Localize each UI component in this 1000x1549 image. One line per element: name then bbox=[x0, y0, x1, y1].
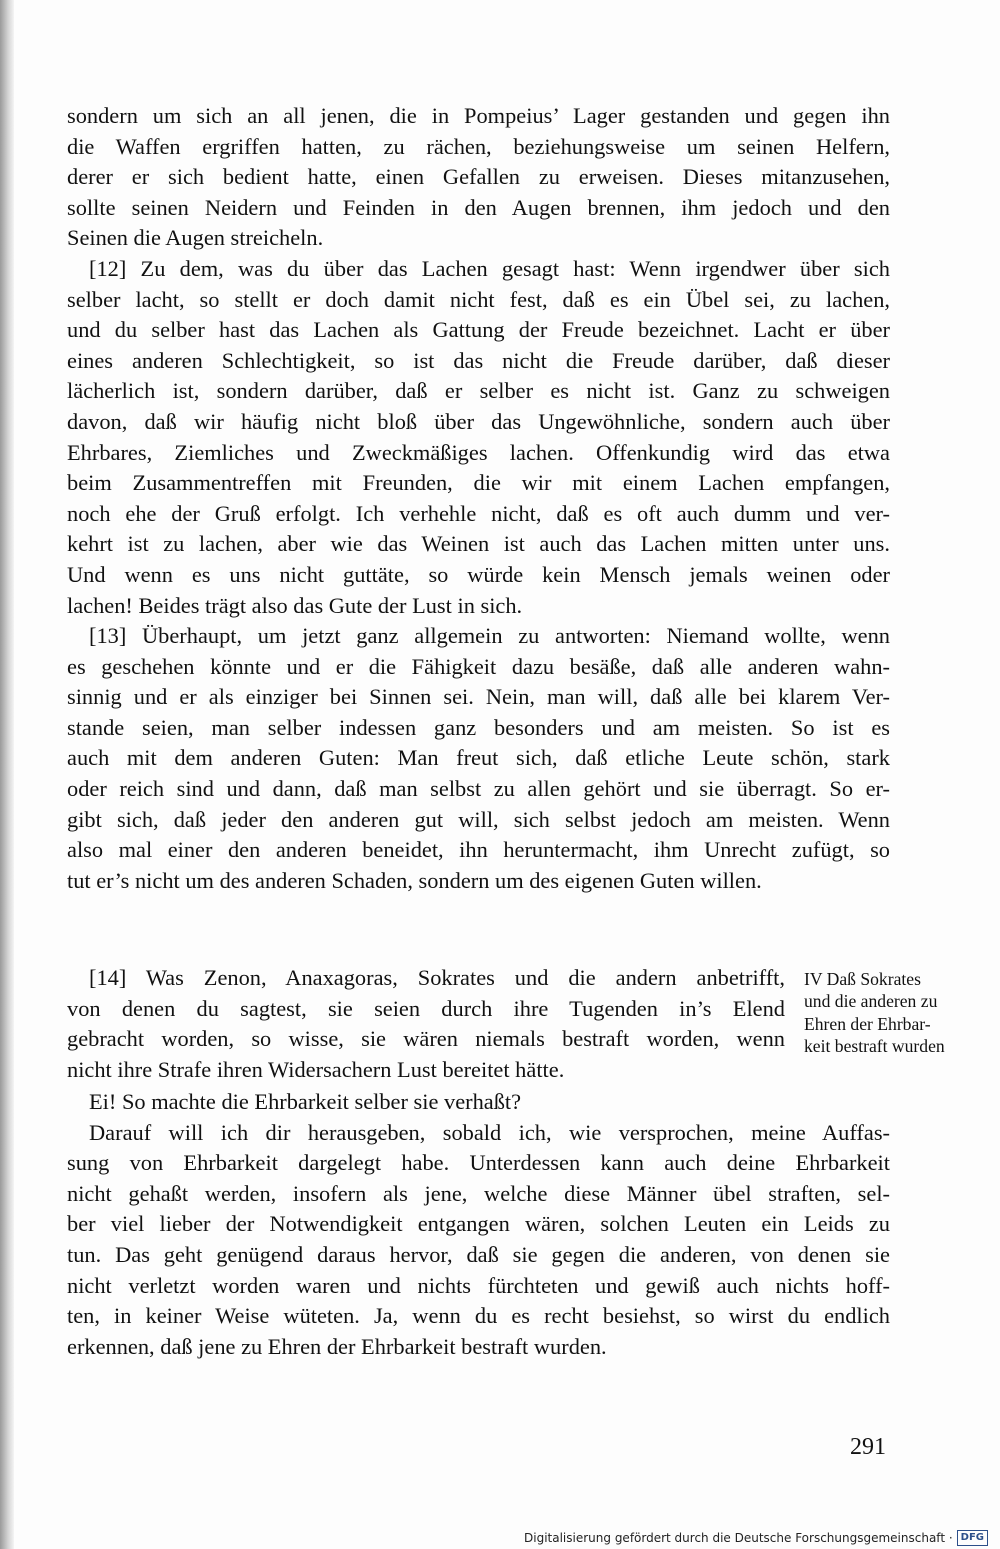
text-line: sinnig und er als einziger bei Sinnen sei. Nein, man will, daß alle bei klarem Ver- bbox=[67, 684, 890, 710]
main-text-section-14 bbox=[67, 963, 785, 1085]
text-line: nicht gehaßt werden, insofern als jene, welche diese Männer übel straften, sel- bbox=[67, 1180, 890, 1206]
text-line: lächerlich ist, sondern darüber, daß er selber es nicht ist. Ganz zu schweigen bbox=[67, 378, 890, 404]
text-line: stande seien, man selber indessen ganz besonders und am meisten. So ist es bbox=[67, 714, 890, 740]
text-line: [13] Überhaupt, um jetzt ganz allgemein zu antworten: Niemand wollte, wenn bbox=[89, 623, 890, 649]
text-line: von denen du sagtest, sie seien durch ihre Tugenden in’s Elend bbox=[67, 995, 785, 1021]
text-line: beim Zusammentreffen mit Freunden, die wir mit einem Lachen empfangen, bbox=[67, 470, 890, 496]
text-line: und du selber hast das Lachen als Gattung der Freude bezeichnet. Lacht er über bbox=[67, 317, 890, 343]
text-line: oder reich sind und dann, daß man selbst zu allen gehört und sie überragt. So er- bbox=[67, 776, 890, 802]
text-line: es geschehen könnte und er die Fähigkeit dazu besäße, daß alle anderen wahn- bbox=[67, 653, 890, 679]
margin-note bbox=[804, 968, 994, 1058]
paragraph-14 bbox=[67, 963, 785, 1085]
digitization-footer bbox=[524, 1529, 988, 1547]
margin-note-line: IV Daß Sokrates bbox=[804, 969, 921, 989]
text-line: ten, in keiner Weise wüteten. Ja, wenn du es recht besiehst, so wirst du endlich bbox=[67, 1303, 890, 1329]
text-line: eines anderen Schlechtigkeit, so ist das nicht die Freude darüber, daß dieser bbox=[67, 347, 890, 373]
text-line: derer er sich bedient hatte, einen Gefallen zu erweisen. Dieses mitanzusehen, bbox=[67, 164, 890, 190]
text-line: davon, daß wir häufig nicht bloß über das Ungewöhnliche, sondern auch über bbox=[67, 408, 890, 434]
paragraph-12 bbox=[67, 254, 890, 621]
main-text-lower bbox=[67, 1087, 890, 1362]
margin-note-line: keit bestraft wurden bbox=[804, 1036, 945, 1057]
text-line: [14] Was Zenon, Anaxagoras, Sokrates und die andern anbetrifft, bbox=[89, 965, 785, 990]
margin-note-line: und die anderen zu bbox=[804, 991, 938, 1012]
main-text-upper bbox=[67, 101, 890, 896]
page-gutter-shadow bbox=[0, 0, 14, 1549]
text-line: selber lacht, so stellt er doch damit nicht fest, daß es ein Übel sei, zu lachen, bbox=[67, 286, 890, 312]
text-line: also mal einer den anderen beneidet, ihn heruntermacht, ihm Unrecht zufügt, so bbox=[67, 837, 890, 863]
margin-note-line: Ehren der Ehrbar- bbox=[804, 1013, 931, 1034]
text-line: auch mit dem anderen Guten: Man freut sich, daß etliche Leute schön, stark bbox=[67, 745, 890, 771]
paragraph-continuation bbox=[67, 101, 890, 254]
text-line: Ehrbares, Ziemliches und Zweckmäßiges lachen. Offenkundig wird das etwa bbox=[67, 439, 890, 465]
text-line: die Waffen ergriffen hatten, zu rächen, beziehungsweise um seinen Helfern, bbox=[67, 133, 890, 159]
text-line: nicht ihre Strafe ihren Widersachern Lust bereitet hätte. bbox=[67, 1056, 565, 1082]
paragraph-darauf bbox=[67, 1118, 890, 1363]
text-line: Seinen die Augen streicheln. bbox=[67, 225, 324, 251]
text-line: lachen! Beides trägt also das Gute der Lust in sich. bbox=[67, 592, 523, 618]
text-line: [12] Zu dem, was du über das Lachen gesagt hast: Wenn irgendwer über sich bbox=[89, 255, 890, 281]
text-line: gebracht worden, so wisse, sie wären niemals bestraft worden, wenn bbox=[67, 1026, 785, 1052]
text-line: Und wenn es uns nicht guttäte, so würde kein Mensch jemals weinen oder bbox=[67, 561, 890, 587]
text-line: nicht verletzt worden waren und nichts fürchteten und gewiß auch nichts hoff- bbox=[67, 1272, 890, 1298]
text-line: Darauf will ich dir herausgeben, sobald ich, wie versprochen, meine Auffas- bbox=[89, 1119, 890, 1145]
text-line: ber viel lieber der Notwendigkeit entgangen wären, solchen Leuten ein Leids zu bbox=[67, 1211, 890, 1237]
text-line: kehrt ist zu lachen, aber wie das Weinen ist auch das Lachen mitten unter uns. bbox=[67, 531, 890, 557]
footer-text: Digitalisierung gefördert durch die Deutsche Forschungsgemeinschaft · bbox=[524, 1531, 953, 1545]
paragraph-ei bbox=[67, 1087, 890, 1118]
text-line: sollte seinen Neidern und Feinden in den Augen brennen, ihm jedoch und den bbox=[67, 194, 890, 220]
text-line: noch ehe der Gruß erfolgt. Ich verhehle nicht, daß es oft auch dumm und ver- bbox=[67, 500, 890, 526]
text-line: tut er’s nicht um des anderen Schaden, sondern um des eigenen Guten willen. bbox=[67, 867, 762, 893]
text-line: tun. Das geht genügend daraus hervor, daß sie gegen die anderen, von denen sie bbox=[67, 1241, 890, 1267]
text-line: Ei! So machte die Ehrbarkeit selber sie verhaßt? bbox=[89, 1089, 522, 1114]
text-line: sung von Ehrbarkeit dargelegt habe. Unterdessen kann auch deine Ehrbarkeit bbox=[67, 1150, 890, 1176]
text-line: erkennen, daß jene zu Ehren der Ehrbarkeit bestraft wurden. bbox=[67, 1333, 607, 1359]
text-line: gibt sich, daß jeder den anderen gut will, sich selbst jedoch am meisten. Wenn bbox=[67, 806, 890, 832]
page-number: 291 bbox=[850, 1434, 886, 1460]
paragraph-13 bbox=[67, 621, 890, 896]
dfg-logo-icon: DFG bbox=[957, 1530, 988, 1546]
text-line: sondern um sich an all jenen, die in Pompeius’ Lager gestanden und gegen ihn bbox=[67, 103, 890, 128]
